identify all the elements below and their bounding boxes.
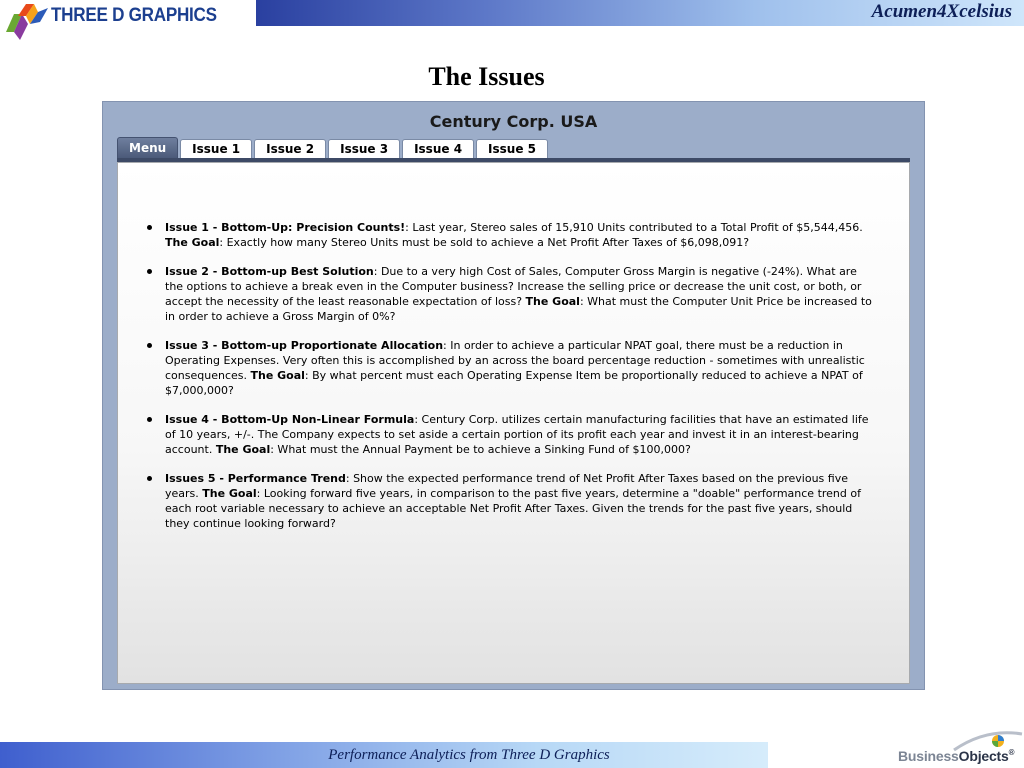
menu-content (117, 162, 910, 684)
goal-text: : By what percent must each Operating Expense Item be proportionally reduced to achieve a NPAT of $7,000,000? (165, 369, 863, 397)
issue-text: : In order to achieve a particular NPAT goal, there must be a reduction in Operating Expenses. Very often this is accomplished by an across the board percentage reduction - sometimes with unrealistic consequences. (165, 339, 865, 382)
business-objects-logo (896, 728, 1024, 768)
tab-issue-3[interactable]: Issue 3 (328, 139, 400, 158)
goal-text: : Looking forward five years, in comparison to the past five years, determine a "doable" performance trend of each root variable necessary to achieve an acceptable Net Profit After Taxes. Given the trends for the past five years, should they continue looking forward? (165, 487, 861, 530)
list-item-issue-1 (146, 220, 876, 250)
bullet-icon (147, 343, 152, 348)
tab-bar (117, 137, 550, 158)
list-item-issue-4 (146, 412, 876, 457)
dashboard-title: Century Corp. USA (429, 112, 598, 131)
slide-title: The Issues (428, 62, 545, 91)
business-objects-wordmark: BusinessObjects® (898, 748, 1015, 764)
list-item-issue-3 (146, 338, 876, 398)
cube-logo-icon (4, 2, 50, 42)
tab-issue-2[interactable]: Issue 2 (254, 139, 326, 158)
issue-heading: Issues 5 - Performance Trend (165, 472, 346, 485)
three-d-graphics-logo (4, 2, 234, 42)
tab-issue-4[interactable]: Issue 4 (402, 139, 474, 158)
bullet-icon (147, 476, 152, 481)
issue-text: : Due to a very high Cost of Sales, Computer Gross Margin is negative (-24%). What are the options to achieve a break even in the Computer business? Increase the selling price or decrease the unit cost, or both, or accept the necessity of the least reasonable expectation of loss? (165, 265, 862, 308)
logo-text: THREE D GRAPHICS (51, 5, 217, 26)
goal-label: The Goal (215, 443, 271, 456)
issue-heading: Issue 2 - Bottom-up Best Solution (165, 265, 374, 278)
goal-label: The Goal (165, 236, 220, 249)
bullet-icon (147, 269, 152, 274)
goal-text: : What must the Computer Unit Price be increased to in order to achieve a Gross Margin of 0%? (165, 295, 872, 323)
goal-text: : What must the Annual Payment be to achieve a Sinking Fund of $100,000? (270, 443, 691, 456)
issue-list (146, 220, 876, 545)
brand-title: Acumen4Xcelsius (871, 1, 1012, 22)
tab-issue-5[interactable]: Issue 5 (476, 139, 548, 158)
issue-heading: Issue 1 - Bottom-Up: Precision Counts! (165, 221, 406, 234)
bullet-icon (147, 417, 152, 422)
goal-label: The Goal (525, 295, 580, 308)
list-item-issue-2 (146, 264, 876, 324)
goal-label: The Goal (202, 487, 257, 500)
issue-heading: Issue 3 - Bottom-up Proportionate Allocation (165, 339, 444, 352)
header-band (256, 0, 1024, 26)
dashboard-panel (102, 101, 925, 690)
tab-issue-1[interactable]: Issue 1 (180, 139, 252, 158)
goal-text: : Exactly how many Stereo Units must be sold to achieve a Net Profit After Taxes of $6,098,091? (219, 236, 750, 249)
footer-text: Performance Analytics from Three D Graphics (328, 747, 610, 763)
issue-text: : Show the expected performance trend of Net Profit After Taxes based on the previous five years. (165, 472, 848, 500)
issue-text: : Last year, Stereo sales of 15,910 Units contributed to a Total Profit of $5,544,456. (405, 221, 863, 234)
issue-heading: Issue 4 - Bottom-Up Non-Linear Formula (165, 413, 415, 426)
goal-label: The Goal (250, 369, 305, 382)
bullet-icon (147, 225, 152, 230)
issue-text: : Century Corp. utilizes certain manufacturing facilities that have an estimated life of 10 years, +/-. The Company expects to set aside a certain portion of its profit each year and invest it in an interest-bearing account. (165, 413, 869, 456)
list-item-issue-5 (146, 471, 876, 531)
tab-menu[interactable]: Menu (117, 137, 178, 158)
